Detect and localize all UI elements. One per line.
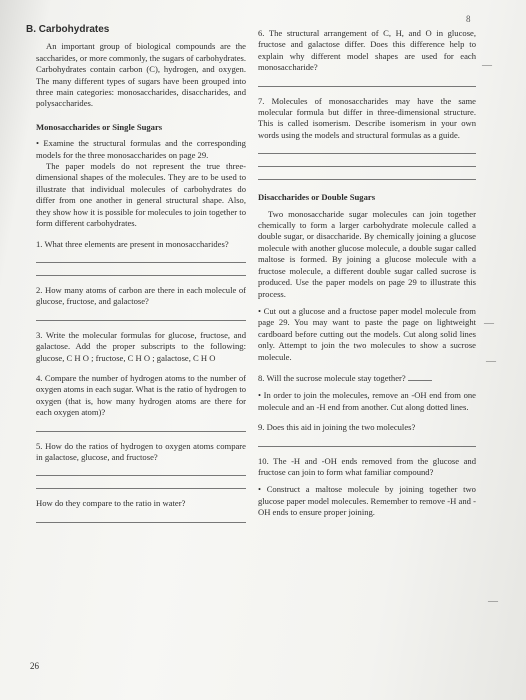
answer-line-5[interactable]	[36, 463, 246, 476]
disaccharides-heading: Disaccharides or Double Sugars	[258, 192, 376, 203]
bullet-cut-out-text: Cut out a glucose and a fructose paper model molecule from page 29. You may want to paste the page on lightweight cardboard before cutting out the models. Cut along solid lines only. Attempt to join the two molecules to show a sucrose molecule.	[258, 305, 476, 362]
question-3: 3. Write the molecular formulas for glucose, fructose, and galactose. Add the proper subscripts to the following: glucose, C H O ; fructose, C H O ; galactose, C H O	[36, 329, 246, 363]
bullet-construct: • Construct a maltose molecule by joining together two glucose paper model molecules. Remember to remove -H and -OH ends to ensure proper joining.	[258, 484, 476, 518]
corner-mark: 8	[466, 14, 471, 24]
answer-line-9[interactable]	[258, 434, 476, 447]
disaccharides-paragraph: Two monosaccharide sugar molecules can join together chemically to form a larger carbohydrate molecule called a double sugar, or disaccharide. By chemically joining a glucose molecule with another glucose molecule, a double sugar called maltose is formed. By joining a glucose molecule with a fructose molecule, a different double sugar called sucrose is produced. Use the paper models on page 29 to illustrate this process.	[258, 208, 476, 299]
question-9: 9. Does this aid in joining the two molecules?	[258, 422, 416, 433]
question-4: 4. Compare the number of hydrogen atoms to the number of oxygen atoms in each sugar. What is the ratio of hydrogen to oxygen (that is, how many hydrogen atoms are there for each oxygen atom)?	[36, 372, 246, 418]
left-column	[26, 24, 246, 523]
question-1: 1. What three elements are present in monosaccharides?	[36, 238, 229, 249]
section-heading: B. Carbohydrates	[26, 24, 110, 35]
question-5: 5. How do the ratios of hydrogen to oxygen atoms compare in galactose, glucose, and fructose?	[36, 440, 246, 462]
answer-line-6[interactable]	[258, 74, 476, 87]
answer-line-5b[interactable]	[36, 476, 246, 489]
bullet-cut-out: • Cut out a glucose and a fructose paper model molecule from page 29. You may want to paste the page on lightweight cardboard before cutting out the models. Cut along solid lines only. Attempt to join the two molecules to show a sucrose molecule.	[258, 305, 476, 362]
bullet-examine-text: Examine the structural formulas and the corresponding models for the three monosaccharides on page 29.	[36, 138, 246, 160]
question-2: 2. How many atoms of carbon are there in each molecule of glucose, fructose, and galactose?	[36, 284, 246, 307]
page-number: 26	[30, 661, 39, 671]
question-10: 10. The -H and -OH ends removed from the glucose and fructose can join to form what familiar compound?	[258, 455, 476, 477]
answer-blank-8[interactable]	[408, 372, 432, 381]
answer-line-2[interactable]	[36, 308, 246, 321]
answer-line-5c[interactable]	[36, 510, 246, 523]
margin-mark-2: —	[484, 318, 494, 329]
intro-paragraph: An important group of biological compounds are the saccharides, or more commonly, the sugars of carbohydrates. Carbohydrates contain carbon (C), hydrogen, and oxygen. The many different types of sugars have been grouped into three main categories: monosaccharides, disaccharides, and polysaccharides.	[36, 41, 246, 109]
answer-line-1[interactable]	[36, 250, 246, 263]
right-column	[258, 28, 476, 519]
margin-mark-1: —	[482, 60, 492, 71]
margin-mark-3: —	[486, 356, 496, 367]
bullet-join: • In order to join the molecules, remove an -OH end from one molecule and an -H end from another. Cut along dotted lines.	[258, 390, 476, 412]
answer-line-7c[interactable]	[258, 167, 476, 180]
paper-models-paragraph: The paper models do not represent the true three-dimensional shapes of the molecules. They are to be used to illustrate that individual molecules of carbohydrates do differ from one another in general structural shape. Also, they show how it is possible for molecules to join together to form different carbohydrates.	[36, 161, 246, 229]
bullet-construct-text: Construct a maltose molecule by joining together two glucose paper model molecules. Remember to remove -H and -OH ends to ensure proper joining.	[258, 484, 476, 518]
margin-mark-4: —	[488, 596, 498, 607]
answer-line-4[interactable]	[36, 419, 246, 432]
monosaccharides-heading: Monosaccharides or Single Sugars	[36, 121, 163, 132]
question-8	[258, 372, 476, 384]
question-6: 6. The structural arrangement of C, H, and O in glucose, fructose and galactose differ. Does this difference help to explain why different model shapes are used for each monosaccharide?	[258, 28, 476, 73]
question-5b: How do they compare to the ratio in water?	[36, 498, 186, 509]
question-8-text: 8. Will the sucrose molecule stay together?	[258, 372, 406, 383]
bullet-join-text: In order to join the molecules, remove an -OH end from one molecule and an -H end from another. Cut along dotted lines.	[258, 390, 476, 412]
answer-line-1b[interactable]	[36, 263, 246, 276]
question-7: 7. Molecules of monosaccharides may have the same molecular formula but differ in three-dimensional structure. This is called isomerism. Describe isomerism in your own words using the models and structural formulas as a guide.	[258, 95, 476, 140]
bullet-examine: • Examine the structural formulas and the corresponding models for the three monosaccharides on page 29.	[36, 138, 246, 160]
answer-line-7b[interactable]	[258, 154, 476, 167]
answer-line-7[interactable]	[258, 141, 476, 154]
